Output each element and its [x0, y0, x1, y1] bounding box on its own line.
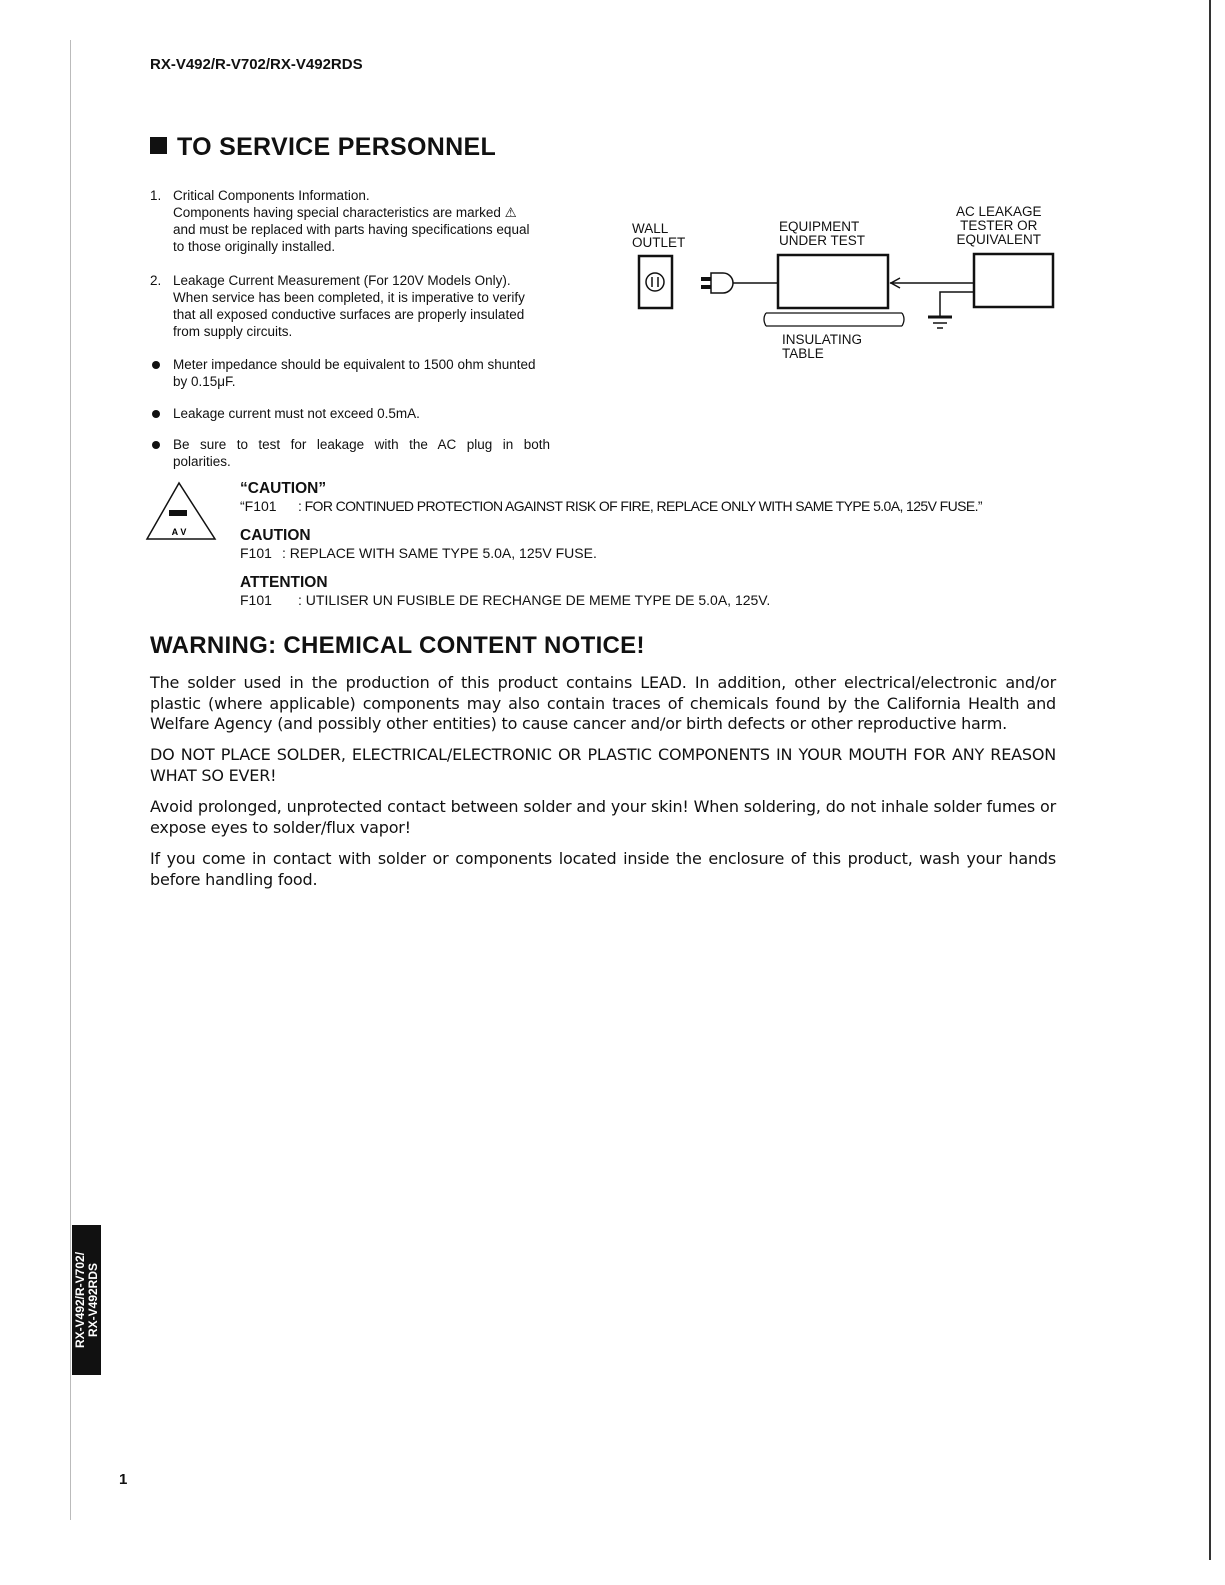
- model-header: RX-V492/R-V702/RX-V492RDS: [150, 56, 363, 73]
- item-line: polarities.: [173, 454, 231, 469]
- leakage-test-diagram: [620, 195, 1060, 370]
- list-item: [150, 405, 590, 422]
- equipment-label: EQUIPMENT UNDER TEST: [779, 219, 866, 248]
- insulating-table-label: INSULATING TABLE: [782, 332, 863, 361]
- fuse-code: F101: [240, 545, 272, 561]
- wall-outlet-icon: [639, 256, 672, 308]
- item-line: Leakage Current Measurement (For 120V Models Only).: [173, 273, 511, 288]
- caution-block: [240, 527, 597, 561]
- fuse-code: “F101: [240, 498, 277, 514]
- side-tab-line: RX-V492/R-V702/: [72, 1251, 87, 1349]
- item-number: 1.: [150, 188, 162, 203]
- caution-text: : REPLACE WITH SAME TYPE 5.0A, 125V FUSE.: [282, 545, 597, 561]
- side-tab-line: RX-V492RDS: [85, 1262, 100, 1338]
- item-line: When service has been completed, it is imperative to verify: [173, 290, 525, 305]
- tester-box: [974, 254, 1053, 307]
- list-item: [150, 356, 590, 390]
- caution-block: [240, 574, 770, 608]
- fuse-caution-triangle-icon: [145, 480, 220, 544]
- side-tab: [72, 1225, 101, 1375]
- item-line: Critical Components Information.: [173, 188, 370, 203]
- item-line: and must be replaced with parts having specifications equal: [173, 222, 530, 237]
- item-line: to those originally installed.: [173, 239, 336, 254]
- caution-block: [240, 480, 982, 514]
- item-line: by 0.15μF.: [173, 374, 236, 389]
- item-line: Be sure to test for leakage with the AC plug in both: [173, 437, 550, 452]
- caution-heading: “CAUTION”: [240, 480, 327, 497]
- equipment-box: [778, 255, 888, 308]
- item-line: Leakage current must not exceed 0.5mA.: [173, 406, 420, 421]
- plug-icon: [701, 273, 778, 293]
- warning-paragraph: If you come in contact with solder or components located inside the enclosure of this product, wash your hands before handling food.: [150, 849, 1056, 889]
- section-title: [150, 133, 496, 162]
- bullet-icon: [152, 410, 160, 418]
- wall-outlet-label: WALL OUTLET: [632, 221, 686, 250]
- warning-paragraph: DO NOT PLACE SOLDER, ELECTRICAL/ELECTRONIC OR PLASTIC COMPONENTS IN YOUR MOUTH FOR ANY REASON WHAT SO EVER!: [150, 745, 1056, 785]
- fuse-code: F101: [240, 592, 272, 608]
- caution-heading: CAUTION: [240, 527, 311, 544]
- item-line: that all exposed conductive surfaces are properly insulated: [173, 307, 525, 322]
- list-item: [150, 272, 590, 340]
- caution-heading: ATTENTION: [240, 574, 328, 591]
- bullet-icon: [152, 361, 160, 369]
- caution-text: : UTILISER UN FUSIBLE DE RECHANGE DE MEME TYPE DE 5.0A, 125V.: [298, 592, 771, 608]
- warning-paragraph: Avoid prolonged, unprotected contact between solder and your skin! When soldering, do not inhale solder fumes or expose eyes to solder/flux vapor!: [150, 797, 1056, 837]
- insulating-table-icon: [764, 313, 904, 326]
- svg-text:A V: A V: [171, 527, 187, 537]
- item-line: Components having special characteristics are marked ⚠: [173, 205, 517, 220]
- page-number: 1: [119, 1471, 128, 1488]
- tester-label: AC LEAKAGE TESTER OR EQUIVALENT: [956, 204, 1042, 247]
- list-item: [150, 187, 590, 255]
- section-title-text: TO SERVICE PERSONNEL: [177, 133, 497, 161]
- item-line: Meter impedance should be equivalent to 1500 ohm shunted: [173, 357, 536, 372]
- item-number: 2.: [150, 273, 162, 288]
- list-item: [150, 436, 550, 470]
- left-margin-line: [70, 40, 71, 1520]
- warning-title: WARNING: CHEMICAL CONTENT NOTICE!: [150, 632, 645, 659]
- square-bullet-icon: [150, 137, 167, 154]
- right-edge-line: [1209, 0, 1211, 1560]
- caution-text: : FOR CONTINUED PROTECTION AGAINST RISK OF FIRE, REPLACE ONLY WITH SAME TYPE 5.0A, 125V FUSE.”: [298, 498, 982, 514]
- item-line: from supply circuits.: [173, 324, 293, 339]
- warning-paragraph: The solder used in the production of this product contains LEAD. In addition, other electrical/electronic and/or plastic (where applicable) components may also contain traces of chemicals found by the California Health and Welfare Agency (and possibly other entities) to cause cancer and/or birth defects or other reproductive harm.: [150, 673, 1056, 733]
- bullet-icon: [152, 441, 160, 449]
- ground-icon: [928, 317, 952, 328]
